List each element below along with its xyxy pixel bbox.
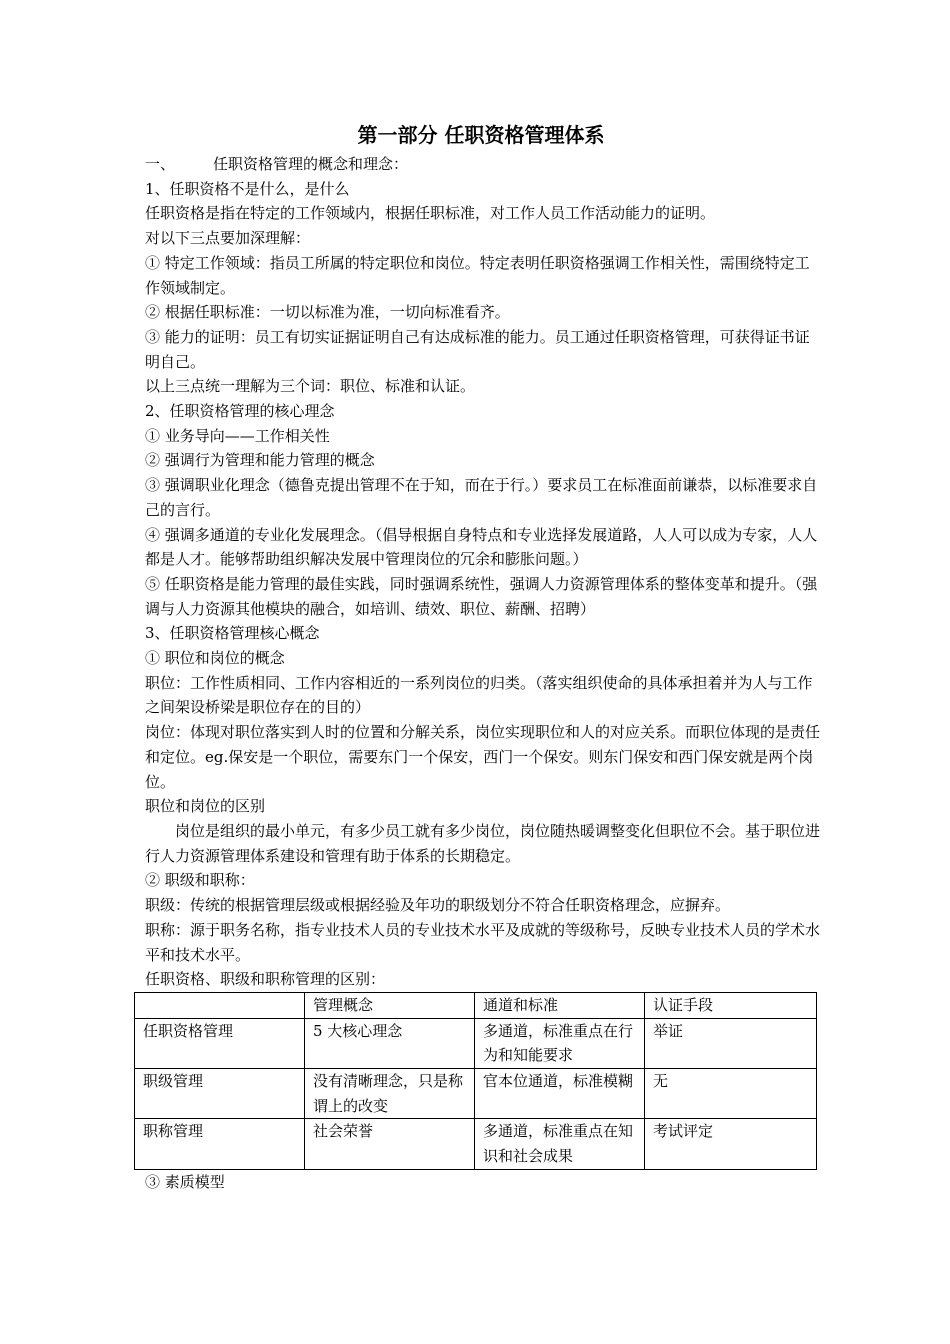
section-heading	[145, 152, 820, 177]
paragraph: ① 职位和岗位的概念	[145, 649, 285, 668]
paragraph: 任职资格是指在特定的工作领域内，根据任职标准，对工作人员工作活动能力的证明。	[145, 204, 716, 223]
table-cell: 官本位通道，标准模糊	[475, 1069, 645, 1119]
section-number: 一、	[145, 155, 176, 173]
paragraph: ③ 能力的证明：员工有切实证据证明自己有达成标准的能力。员工通过任职资格管理，可获得证书证明自己。	[145, 327, 810, 371]
table-cell: 职称管理	[135, 1119, 305, 1169]
indented-paragraph: 岗位是组织的最小单元，有多少员工就有多少岗位，岗位随热暖调整变化但职位不会。基于职位进行人力资源管理体系建设和管理有助于体系的长期稳定。	[145, 821, 821, 865]
table-cell: 多通道，标准重点在行为和知能要求	[475, 1018, 645, 1068]
paragraph: 3、任职资格管理核心概念	[145, 624, 320, 643]
comparison-table	[134, 992, 817, 1170]
paragraph: 以上三点统一理解为三个词：职位、标准和认证。	[145, 377, 476, 396]
document-page	[145, 118, 820, 1195]
table-header-row	[135, 992, 817, 1018]
paragraph: 职位和岗位的区别	[145, 797, 266, 816]
paragraph: 任职资格、职级和职称管理的区别：	[145, 970, 386, 989]
table-row	[135, 1119, 817, 1169]
paragraph: ③ 强调职业化理念（德鲁克提出管理不在于知，而在于行。）要求员工在标准面前谦恭，以标准要求自己的言行。	[145, 476, 818, 519]
paragraph: 岗位：体现对职位落实到人时的位置和分解关系，岗位实现职位和人的对应关系。而职位体现的是责任和定位。eg.保安是一个职位，需要东门一个保安，西门一个保安。则东门保安和西门保安就是两个岗位。	[145, 723, 821, 791]
table-cell: 社会荣誉	[305, 1119, 475, 1169]
table-cell: 职级管理	[135, 1069, 305, 1119]
paragraph: ① 业务导向——工作相关性	[145, 426, 330, 445]
section-heading-text: 任职资格管理的概念和理念：	[213, 155, 409, 173]
table-header-cell: 通道和标准	[475, 992, 645, 1018]
table-cell: 5 大核心理念	[305, 1018, 475, 1068]
table-cell: 考试评定	[645, 1119, 817, 1169]
table-cell: 举证	[645, 1018, 817, 1068]
paragraph: ② 强调行为管理和能力管理的概念	[145, 451, 375, 470]
table-cell: 多通道，标准重点在知识和社会成果	[475, 1119, 645, 1169]
page-title: 第一部分 任职资格管理体系	[357, 123, 605, 147]
paragraph: 职级：传统的根据管理层级或根据经验及年功的职级划分不符合任职资格理念，应摒弃。	[145, 896, 731, 915]
paragraph: 1、任职资格不是什么，是什么	[145, 179, 350, 198]
paragraph: ⑤ 任职资格是能力管理的最佳实践，同时强调系统性，强调人力资源管理体系的整体变革和提升。（强调与人力资源其他模块的融合，如培训、绩效、职位、薪酬、招聘）	[145, 574, 818, 618]
paragraph: 对以下三点要加深理解：	[145, 229, 311, 248]
paragraph: ② 根据任职标准：一切以标准为准，一切向标准看齐。	[145, 303, 510, 322]
paragraph: 职称：源于职务名称，指专业技术人员的专业技术水平及成就的等级称号，反映专业技术人员的学术水平和技术水平。	[145, 920, 821, 964]
paragraph: 职位：工作性质相同、工作内容相近的一系列岗位的归类。（落实组织使命的具体承担着并为人与工作之间架设桥梁是职位存在的目的）	[145, 673, 813, 717]
table-row	[135, 1018, 817, 1068]
table-header-cell: 认证手段	[645, 992, 817, 1018]
table-header-cell: 管理概念	[305, 992, 475, 1018]
paragraph: 2、任职资格管理的核心理念	[145, 402, 335, 421]
table-header-cell	[135, 992, 305, 1018]
table-cell: 任职资格管理	[135, 1018, 305, 1068]
table-row	[135, 1069, 817, 1119]
table-cell: 没有清晰理念，只是称谓上的改变	[305, 1069, 475, 1119]
paragraph: ② 职级和职称：	[145, 871, 255, 890]
table-cell: 无	[645, 1069, 817, 1119]
paragraph: ① 特定工作领域：指员工所属的特定职位和岗位。特定表明任职资格强调工作相关性，需围绕特定工作领域制定。	[145, 253, 810, 297]
list-item: ③ 素质模型	[145, 1172, 225, 1191]
paragraph: ④ 强调多通道的专业化发展理念。（倡导根据自身特点和专业选择发展道路，人人可以成为专家，人人都是人才。能够帮助组织解决发展中管理岗位的冗余和膨胀问题。）	[145, 525, 818, 569]
